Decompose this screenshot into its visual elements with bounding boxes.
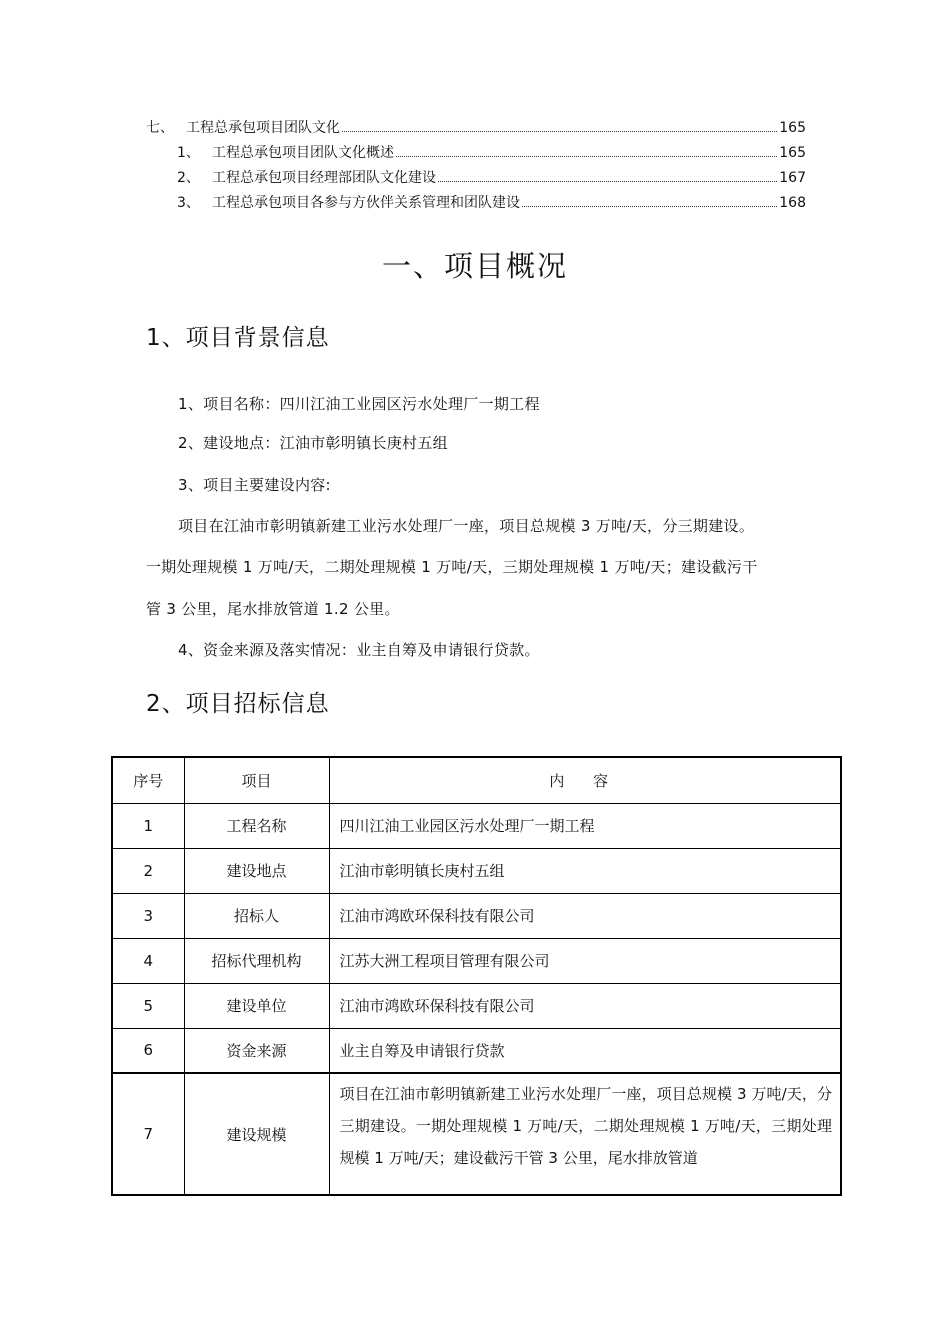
row-index: 6 bbox=[112, 1028, 184, 1073]
row-item: 招标代理机构 bbox=[184, 938, 329, 983]
description-line: 一期处理规模 1 万吨/天，二期处理规模 1 万吨/天，三期处理规模 1 万吨/天；建设截污干 bbox=[146, 558, 758, 576]
toc-leader-dots bbox=[438, 180, 777, 182]
column-header-content: 内 容 bbox=[329, 757, 841, 803]
table-header-row bbox=[112, 757, 841, 803]
row-index: 7 bbox=[112, 1073, 184, 1195]
chapter-title: 一、项目概况 bbox=[381, 249, 568, 283]
row-item: 建设规模 bbox=[184, 1073, 329, 1195]
toc-entry[interactable] bbox=[177, 193, 806, 213]
toc-title: 工程总承包项目各参与方伙伴关系管理和团队建设 bbox=[212, 195, 520, 211]
toc-page-number: 167 bbox=[779, 170, 806, 186]
row-index: 5 bbox=[112, 983, 184, 1028]
toc-entry[interactable] bbox=[146, 118, 806, 138]
project-name-line: 1、项目名称：四川江油工业园区污水处理厂一期工程 bbox=[178, 395, 540, 413]
row-index: 2 bbox=[112, 848, 184, 893]
row-item: 招标人 bbox=[184, 893, 329, 938]
column-header-index: 序号 bbox=[112, 757, 184, 803]
section-heading: 1、项目背景信息 bbox=[146, 325, 330, 351]
toc-number: 2、 bbox=[177, 170, 200, 186]
row-index: 4 bbox=[112, 938, 184, 983]
description-line: 管 3 公里，尾水排放管道 1.2 公里。 bbox=[146, 600, 400, 618]
row-item: 建设单位 bbox=[184, 983, 329, 1028]
row-content: 江苏大洲工程项目管理有限公司 bbox=[329, 938, 841, 983]
toc-title: 工程总承包项目经理部团队文化建设 bbox=[212, 170, 436, 186]
bidding-info-table bbox=[111, 756, 842, 1196]
row-index: 3 bbox=[112, 893, 184, 938]
toc-page-number: 165 bbox=[779, 145, 806, 161]
row-index: 1 bbox=[112, 803, 184, 848]
row-content: 四川江油工业园区污水处理厂一期工程 bbox=[329, 803, 841, 848]
row-content: 江油市鸿欧环保科技有限公司 bbox=[329, 893, 841, 938]
construction-site-line: 2、建设地点：江油市彰明镇长庚村五组 bbox=[178, 434, 448, 452]
row-content: 江油市彰明镇长庚村五组 bbox=[329, 848, 841, 893]
column-header-item: 项目 bbox=[184, 757, 329, 803]
section-heading: 2、项目招标信息 bbox=[146, 691, 330, 717]
toc-title: 工程总承包项目团队文化 bbox=[186, 120, 340, 136]
toc-leader-dots bbox=[396, 155, 777, 157]
row-content: 项目在江油市彰明镇新建工业污水处理厂一座，项目总规模 3 万吨/天，分三期建设。一期处理规模 1 万吨/天，二期处理规模 1 万吨/天，三期处理规模 1 万吨/天；建设截污干管 3 公里，尾水排放管道 bbox=[329, 1073, 841, 1195]
table-row bbox=[112, 938, 841, 983]
row-content: 业主自筹及申请银行贷款 bbox=[329, 1028, 841, 1073]
row-item: 建设地点 bbox=[184, 848, 329, 893]
toc-number: 1、 bbox=[177, 145, 200, 161]
table-row bbox=[112, 893, 841, 938]
construction-content-label: 3、项目主要建设内容: bbox=[178, 476, 331, 494]
toc-leader-dots bbox=[342, 130, 777, 132]
toc-leader-dots bbox=[522, 205, 777, 207]
table-row bbox=[112, 803, 841, 848]
funding-line: 4、资金来源及落实情况：业主自筹及申请银行贷款。 bbox=[178, 641, 540, 659]
table-row bbox=[112, 1073, 841, 1195]
table-row bbox=[112, 983, 841, 1028]
row-item: 资金来源 bbox=[184, 1028, 329, 1073]
toc-entry[interactable] bbox=[177, 143, 806, 163]
table-row bbox=[112, 848, 841, 893]
toc-entry[interactable] bbox=[177, 168, 806, 188]
toc-page-number: 165 bbox=[779, 120, 806, 136]
row-item: 工程名称 bbox=[184, 803, 329, 848]
toc-title: 工程总承包项目团队文化概述 bbox=[212, 145, 394, 161]
table-row bbox=[112, 1028, 841, 1073]
row-content: 江油市鸿欧环保科技有限公司 bbox=[329, 983, 841, 1028]
toc-page-number: 168 bbox=[779, 195, 806, 211]
toc-number: 七、 bbox=[146, 120, 174, 136]
description-line: 项目在江油市彰明镇新建工业污水处理厂一座，项目总规模 3 万吨/天，分三期建设。 bbox=[178, 517, 755, 535]
toc-number: 3、 bbox=[177, 195, 200, 211]
